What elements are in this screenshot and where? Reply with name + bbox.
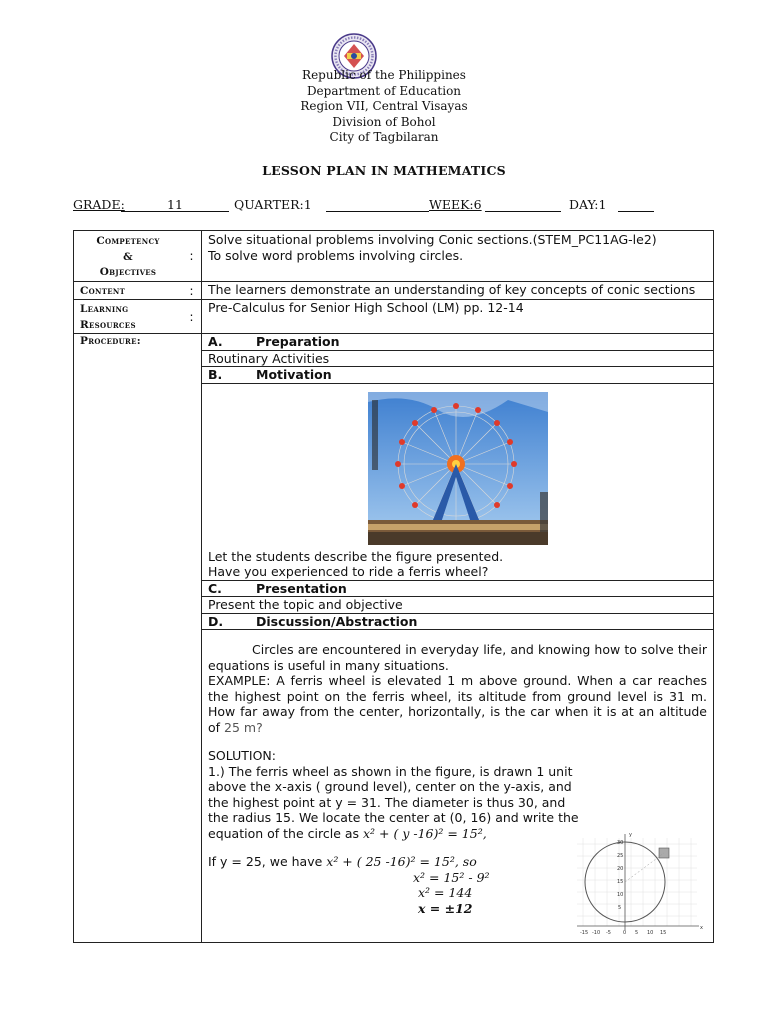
section-b-heading: B. Motivation <box>202 367 714 384</box>
svg-text:10: 10 <box>617 892 624 898</box>
content-row <box>74 281 714 300</box>
svg-text:x: x <box>700 925 703 931</box>
solution-step: If y = 25, we have x² + ( 25 -16)² = 15², so <box>208 854 477 869</box>
resources-row <box>74 300 714 334</box>
svg-text:30: 30 <box>617 840 624 846</box>
quarter-label: QUARTER:1 <box>234 197 312 212</box>
svg-text:-5: -5 <box>606 930 611 936</box>
procedure-label: Procedure: <box>74 334 202 943</box>
competency-text: Solve situational problems involving Conic sections.(STEM_PC11AG-le2) To solve word problems involving circles. <box>202 231 714 282</box>
resources-label: Learning Resources <box>74 300 183 334</box>
solution-step: x² = 144 <box>418 885 473 900</box>
discussion-intro: Circles are encountered in everyday life, and knowing how to solve their equations is useful in many situations. <box>208 642 707 673</box>
section-c-body: Present the topic and objective <box>202 597 714 614</box>
week-label: WEEK:6 <box>429 197 482 212</box>
solution-answer: x = ±12 <box>418 900 473 916</box>
example-altitude: 25 m? <box>224 719 263 735</box>
svg-text:0: 0 <box>623 930 627 936</box>
section-d-body <box>202 630 714 943</box>
circle-equation: x² + ( y -16)² = 15², <box>363 825 487 841</box>
section-a-body: Routinary Activities <box>202 350 714 367</box>
lesson-plan-table <box>73 230 714 943</box>
week-blank <box>485 197 561 212</box>
content-label: Content <box>74 281 183 300</box>
document-title: LESSON PLAN IN MATHEMATICS <box>262 163 506 178</box>
day-blank <box>618 197 654 212</box>
svg-text:5: 5 <box>618 905 622 911</box>
svg-text:15: 15 <box>660 930 667 936</box>
discussion-example: EXAMPLE: A ferris wheel is elevated 1 m above ground. When a car reaches the highest point on the ferris wheel, its altitude from ground level is 31 m. How far away from the center, horizontally, is the car when it is at an altitude of 25 m? <box>208 673 707 735</box>
motivation-line: Let the students describe the figure presented. <box>208 548 504 564</box>
svg-text:5: 5 <box>635 930 639 936</box>
ferris-wheel-photo <box>368 392 548 545</box>
svg-text:25: 25 <box>617 853 624 859</box>
agency-header <box>0 68 768 146</box>
section-b-body <box>202 383 714 580</box>
header-line: Division of Bohol <box>332 114 436 129</box>
circle-graph <box>573 830 707 940</box>
quarter-blank <box>326 197 429 212</box>
svg-text:20: 20 <box>617 866 624 872</box>
svg-text:y: y <box>629 832 632 838</box>
svg-text:-10: -10 <box>592 930 601 936</box>
day-label: DAY:1 <box>569 197 607 212</box>
grade-label: GRADE: <box>73 197 125 212</box>
section-d-heading: D. Discussion/Abstraction <box>202 613 714 630</box>
header-line: Republic of the Philippines <box>302 68 466 82</box>
svg-text:15: 15 <box>617 879 624 885</box>
svg-text:-15: -15 <box>580 930 589 936</box>
resources-text: Pre-Calculus for Senior High School (LM) pp. 12-14 <box>202 300 714 334</box>
svg-text:10: 10 <box>647 930 654 936</box>
header-line: Region VII, Central Visayas <box>300 99 468 113</box>
section-a-heading: A. Preparation <box>202 334 714 351</box>
solution-text: 1.) The ferris wheel as shown in the figure, is drawn 1 unit above the x-axis ( ground level), center on the y-axis, and the highest point at y = 31. The diameter is thus 30, and the radius 15. We locate the center at (0, 16) and write the equation of the circle as x² + ( y -16)² = 15², <box>208 763 579 841</box>
colon: : <box>182 231 202 282</box>
solution-step: x² = 15² - 9² <box>413 869 490 885</box>
competency-row <box>74 231 714 282</box>
colon: : <box>182 300 202 334</box>
motivation-line: Have you experienced to ride a ferris wheel? <box>208 564 489 579</box>
header-line: City of Tagbilaran <box>329 130 439 144</box>
procedure-a-title-row <box>74 334 714 351</box>
content-text: The learners demonstrate an understanding of key concepts of conic sections <box>202 281 714 300</box>
competency-label: Competency & Objectives <box>74 231 183 282</box>
colon: : <box>182 281 202 300</box>
header-line: Department of Education <box>306 83 462 98</box>
grade-value: 11 <box>167 197 183 212</box>
section-c-heading: C. Presentation <box>202 580 714 597</box>
solution-label: SOLUTION: <box>208 748 276 763</box>
